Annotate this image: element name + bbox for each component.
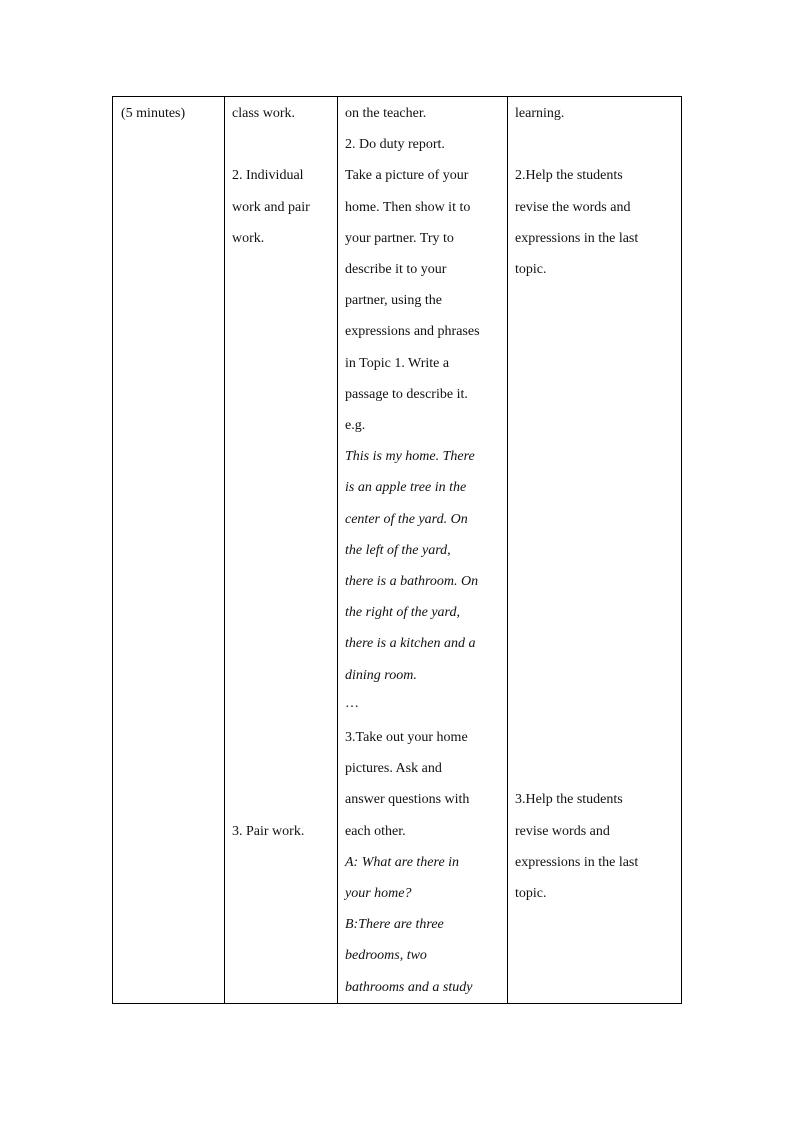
dialogue-line: bedrooms, two — [345, 948, 427, 963]
activity-line: each other. — [345, 824, 406, 839]
example-line: is an apple tree in the — [345, 480, 467, 495]
purpose-line: revise words and — [515, 824, 610, 839]
mode-line: 2. Individual — [232, 168, 304, 183]
example-line: center of the yard. On — [345, 512, 468, 527]
activity-line: 3.Take out your home — [345, 730, 468, 745]
purpose-line: expressions in the last — [515, 231, 639, 246]
activity-line: pictures. Ask and — [345, 761, 442, 776]
activity-line: home. Then show it to — [345, 200, 471, 215]
purpose-line: 3.Help the students — [515, 792, 623, 807]
activity-line: in Topic 1. Write a — [345, 356, 450, 371]
dialogue-line: B:There are three — [345, 917, 444, 932]
dialogue-line: bathrooms and a study — [345, 980, 473, 995]
example-line: there is a bathroom. On — [345, 574, 479, 589]
purpose-line: learning. — [515, 106, 565, 121]
mode-line: work and pair — [232, 200, 310, 215]
activity-line: passage to describe it. — [345, 387, 468, 402]
dialogue-line: your home? — [345, 886, 412, 901]
activity-line: expressions and phrases — [345, 324, 480, 339]
activity-line: your partner. Try to — [345, 231, 454, 246]
mode-line: 3. Pair work. — [232, 824, 305, 839]
ellipsis-line: … — [345, 696, 359, 711]
activity-line: 2. Do duty report. — [345, 137, 445, 152]
example-line: the right of the yard, — [345, 605, 460, 620]
activity-line: partner, using the — [345, 293, 443, 308]
example-line: the left of the yard, — [345, 543, 451, 558]
activity-cell — [338, 97, 508, 1004]
time-text: (5 minutes) — [121, 106, 186, 121]
activity-line: on the teacher. — [345, 106, 427, 121]
time-cell — [113, 97, 225, 1004]
purpose-cell — [508, 97, 682, 1004]
lesson-plan-table — [112, 96, 682, 1004]
example-line: dining room. — [345, 668, 417, 683]
mode-line: class work. — [232, 106, 295, 121]
activity-line: answer questions with — [345, 792, 470, 807]
example-line: This is my home. There — [345, 449, 475, 464]
purpose-line: topic. — [515, 262, 547, 277]
mode-line: work. — [232, 231, 265, 246]
purpose-line: revise the words and — [515, 200, 631, 215]
table-row — [113, 97, 682, 1004]
purpose-line: 2.Help the students — [515, 168, 623, 183]
activity-line: describe it to your — [345, 262, 447, 277]
activity-line: Take a picture of your — [345, 168, 469, 183]
purpose-line: expressions in the last — [515, 855, 639, 870]
mode-cell — [225, 97, 338, 1004]
dialogue-line: A: What are there in — [345, 855, 460, 870]
example-line: there is a kitchen and a — [345, 636, 476, 651]
activity-line: e.g. — [345, 418, 366, 433]
purpose-line: topic. — [515, 886, 547, 901]
